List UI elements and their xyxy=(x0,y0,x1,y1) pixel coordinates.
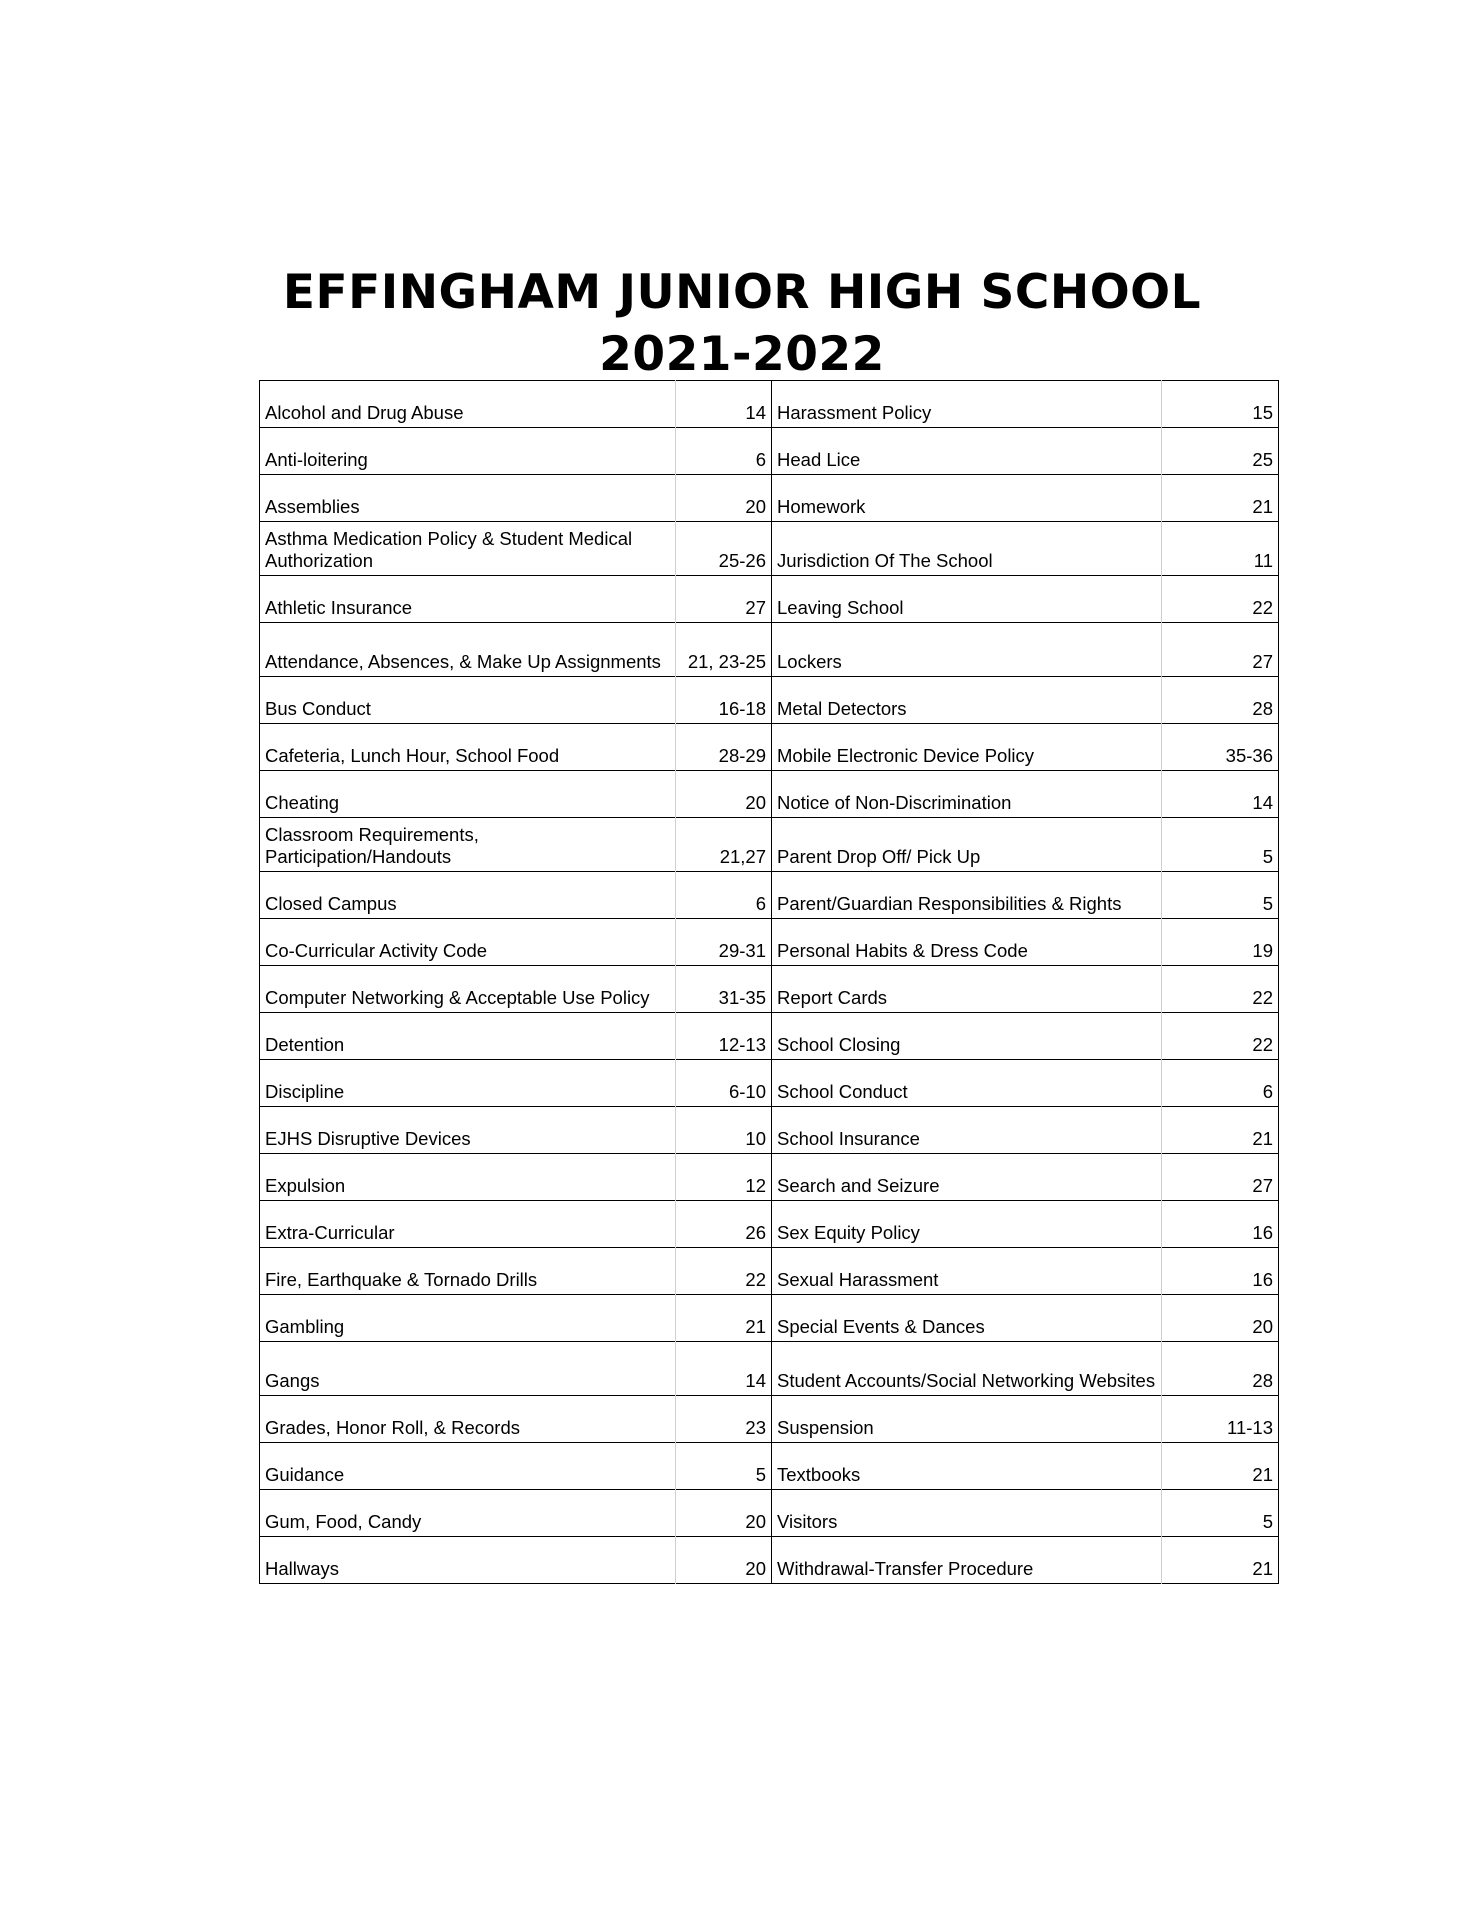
left-page-number: 12-13 xyxy=(676,1013,772,1060)
right-topic: Special Events & Dances xyxy=(772,1295,1162,1342)
left-page-number: 20 xyxy=(676,1537,772,1584)
left-topic: Gambling xyxy=(260,1295,676,1342)
right-topic: Withdrawal-Transfer Procedure xyxy=(772,1537,1162,1584)
right-topic: Metal Detectors xyxy=(772,677,1162,724)
left-topic: Guidance xyxy=(260,1443,676,1490)
left-page-number: 25-26 xyxy=(676,522,772,576)
right-topic: Harassment Policy xyxy=(772,381,1162,428)
table-row xyxy=(260,1107,1279,1154)
table-row xyxy=(260,1443,1279,1490)
left-page-number: 20 xyxy=(676,475,772,522)
school-year: 2021-2022 xyxy=(599,327,885,382)
left-topic: Athletic Insurance xyxy=(260,576,676,623)
right-topic: Report Cards xyxy=(772,966,1162,1013)
left-page-number: 31-35 xyxy=(676,966,772,1013)
right-page-number: 11 xyxy=(1162,522,1279,576)
right-page-number: 25 xyxy=(1162,428,1279,475)
index-table xyxy=(259,380,1279,1584)
left-topic: Fire, Earthquake & Tornado Drills xyxy=(260,1248,676,1295)
right-topic: Jurisdiction Of The School xyxy=(772,522,1162,576)
left-topic: Anti-loitering xyxy=(260,428,676,475)
right-page-number: 21 xyxy=(1162,475,1279,522)
table-row xyxy=(260,522,1279,576)
table-row xyxy=(260,677,1279,724)
table-row xyxy=(260,1396,1279,1443)
right-topic: School Insurance xyxy=(772,1107,1162,1154)
right-page-number: 22 xyxy=(1162,966,1279,1013)
table-row xyxy=(260,1060,1279,1107)
left-topic: Hallways xyxy=(260,1537,676,1584)
left-page-number: 14 xyxy=(676,381,772,428)
left-page-number: 21 xyxy=(676,1295,772,1342)
left-topic: Extra-Curricular xyxy=(260,1201,676,1248)
right-topic: Visitors xyxy=(772,1490,1162,1537)
left-page-number: 27 xyxy=(676,576,772,623)
table-row xyxy=(260,475,1279,522)
right-page-number: 21 xyxy=(1162,1443,1279,1490)
table-row xyxy=(260,818,1279,872)
table-row xyxy=(260,1342,1279,1396)
right-topic: School Closing xyxy=(772,1013,1162,1060)
right-page-number: 11-13 xyxy=(1162,1396,1279,1443)
left-page-number: 21, 23-25 xyxy=(676,623,772,677)
left-page-number: 5 xyxy=(676,1443,772,1490)
right-topic: Notice of Non-Discrimination xyxy=(772,771,1162,818)
left-page-number: 28-29 xyxy=(676,724,772,771)
left-page-number: 6-10 xyxy=(676,1060,772,1107)
left-topic: Computer Networking & Acceptable Use Policy xyxy=(260,966,676,1013)
table-row xyxy=(260,1154,1279,1201)
left-topic: Asthma Medication Policy & Student Medical Authorization xyxy=(260,522,676,576)
right-topic: Sexual Harassment xyxy=(772,1248,1162,1295)
right-page-number: 16 xyxy=(1162,1201,1279,1248)
right-topic: Textbooks xyxy=(772,1443,1162,1490)
right-topic: Mobile Electronic Device Policy xyxy=(772,724,1162,771)
index-table-body xyxy=(260,381,1279,1584)
left-page-number: 23 xyxy=(676,1396,772,1443)
school-title: EFFINGHAM JUNIOR HIGH SCHOOL xyxy=(282,265,1202,320)
left-topic: Classroom Requirements, Participation/Handouts xyxy=(260,818,676,872)
table-row xyxy=(260,381,1279,428)
right-topic: Student Accounts/Social Networking Websites xyxy=(772,1342,1162,1396)
left-topic: Bus Conduct xyxy=(260,677,676,724)
right-page-number: 19 xyxy=(1162,919,1279,966)
right-page-number: 27 xyxy=(1162,623,1279,677)
right-page-number: 5 xyxy=(1162,818,1279,872)
right-topic: Leaving School xyxy=(772,576,1162,623)
table-row xyxy=(260,1201,1279,1248)
right-page-number: 27 xyxy=(1162,1154,1279,1201)
right-topic: Search and Seizure xyxy=(772,1154,1162,1201)
left-topic: Grades, Honor Roll, & Records xyxy=(260,1396,676,1443)
table-row xyxy=(260,576,1279,623)
left-topic: Attendance, Absences, & Make Up Assignments xyxy=(260,623,676,677)
right-topic: School Conduct xyxy=(772,1060,1162,1107)
left-page-number: 22 xyxy=(676,1248,772,1295)
left-page-number: 20 xyxy=(676,771,772,818)
right-topic: Parent Drop Off/ Pick Up xyxy=(772,818,1162,872)
right-topic: Sex Equity Policy xyxy=(772,1201,1162,1248)
left-page-number: 16-18 xyxy=(676,677,772,724)
table-row xyxy=(260,1295,1279,1342)
right-topic: Homework xyxy=(772,475,1162,522)
table-row xyxy=(260,428,1279,475)
right-page-number: 5 xyxy=(1162,872,1279,919)
right-page-number: 15 xyxy=(1162,381,1279,428)
table-row xyxy=(260,724,1279,771)
right-page-number: 22 xyxy=(1162,576,1279,623)
left-topic: Discipline xyxy=(260,1060,676,1107)
left-page-number: 12 xyxy=(676,1154,772,1201)
left-page-number: 21,27 xyxy=(676,818,772,872)
left-page-number: 29-31 xyxy=(676,919,772,966)
right-topic: Lockers xyxy=(772,623,1162,677)
right-page-number: 14 xyxy=(1162,771,1279,818)
table-row xyxy=(260,872,1279,919)
left-topic: Gangs xyxy=(260,1342,676,1396)
table-row xyxy=(260,1490,1279,1537)
right-page-number: 21 xyxy=(1162,1107,1279,1154)
left-topic: Alcohol and Drug Abuse xyxy=(265,402,464,423)
left-topic: Cafeteria, Lunch Hour, School Food xyxy=(260,724,676,771)
right-page-number: 35-36 xyxy=(1162,724,1279,771)
right-page-number: 28 xyxy=(1162,1342,1279,1396)
left-page-number: 6 xyxy=(676,428,772,475)
page-header xyxy=(258,262,1226,386)
table-row xyxy=(260,966,1279,1013)
left-page-number: 6 xyxy=(676,872,772,919)
right-topic: Suspension xyxy=(772,1396,1162,1443)
right-page-number: 20 xyxy=(1162,1295,1279,1342)
table-row xyxy=(260,623,1279,677)
right-page-number: 21 xyxy=(1162,1537,1279,1584)
left-page-number: 26 xyxy=(676,1201,772,1248)
table-row xyxy=(260,771,1279,818)
right-page-number: 28 xyxy=(1162,677,1279,724)
table-row xyxy=(260,1013,1279,1060)
left-topic: Detention xyxy=(260,1013,676,1060)
left-topic: Assemblies xyxy=(260,475,676,522)
right-topic: Parent/Guardian Responsibilities & Rights xyxy=(772,872,1162,919)
left-topic: EJHS Disruptive Devices xyxy=(260,1107,676,1154)
table-row xyxy=(260,1537,1279,1584)
right-page-number: 16 xyxy=(1162,1248,1279,1295)
right-page-number: 5 xyxy=(1162,1490,1279,1537)
left-page-number: 20 xyxy=(676,1490,772,1537)
right-page-number: 6 xyxy=(1162,1060,1279,1107)
right-topic: Head Lice xyxy=(772,428,1162,475)
left-topic: Co-Curricular Activity Code xyxy=(260,919,676,966)
table-row xyxy=(260,919,1279,966)
left-page-number: 14 xyxy=(676,1342,772,1396)
left-topic: Closed Campus xyxy=(260,872,676,919)
left-topic: Expulsion xyxy=(260,1154,676,1201)
left-topic: Gum, Food, Candy xyxy=(260,1490,676,1537)
left-page-number: 10 xyxy=(676,1107,772,1154)
right-topic: Personal Habits & Dress Code xyxy=(772,919,1162,966)
table-row xyxy=(260,1248,1279,1295)
right-page-number: 22 xyxy=(1162,1013,1279,1060)
left-topic: Cheating xyxy=(260,771,676,818)
